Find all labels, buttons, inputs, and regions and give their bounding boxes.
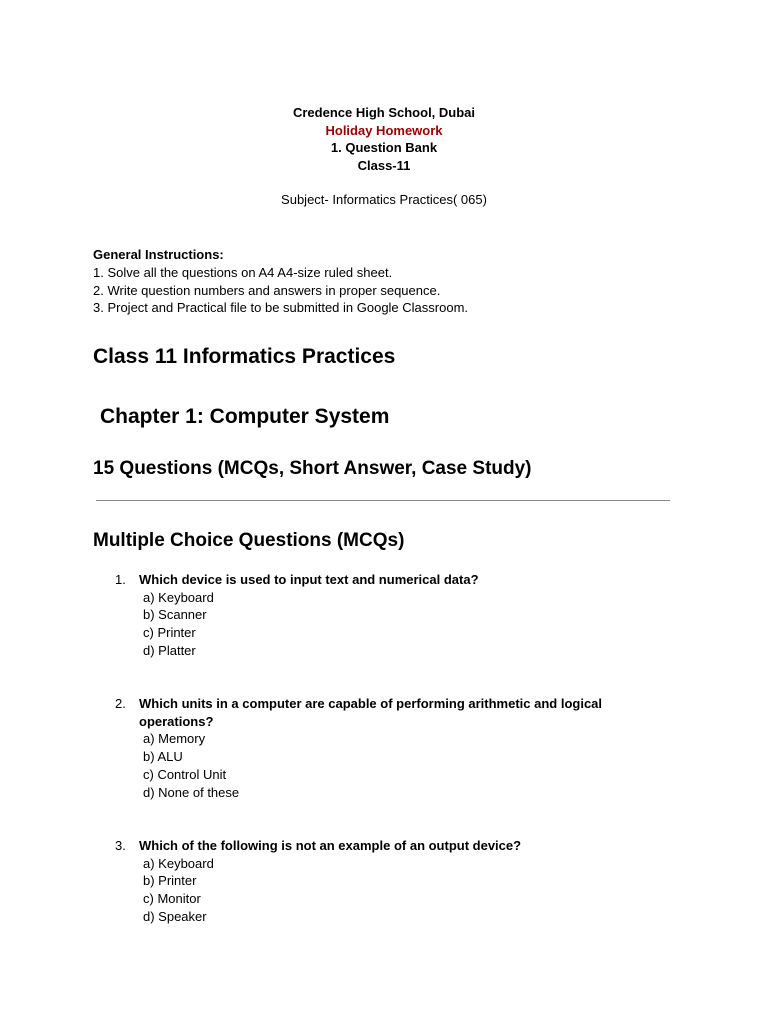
- horizontal-divider: [96, 500, 670, 501]
- option-list: [143, 589, 659, 660]
- homework-title: Holiday Homework: [325, 122, 443, 138]
- option: b) Printer: [143, 873, 197, 889]
- class-label: Class-11: [357, 157, 411, 173]
- option-list: [143, 855, 659, 926]
- question-item: [115, 695, 659, 801]
- instructions-title: General Instructions:: [93, 247, 224, 262]
- option: b) ALU: [143, 749, 183, 765]
- course-heading: Class 11 Informatics Practices: [93, 345, 396, 368]
- question-text: Which of the following is not an example of an output device?: [139, 838, 522, 853]
- question-text: Which units in a computer are capable of performing arithmetic and logical operations?: [139, 696, 603, 729]
- instruction-item: 1. Solve all the questions on A4 A4-size ruled sheet.: [93, 264, 393, 280]
- option: d) None of these: [143, 784, 240, 800]
- instruction-item: 2. Write question numbers and answers in proper sequence.: [93, 282, 441, 298]
- question-number: 3.: [115, 838, 126, 853]
- option: b) Scanner: [143, 607, 207, 623]
- option: c) Control Unit: [143, 766, 227, 782]
- question-item: [115, 837, 659, 926]
- option: c) Monitor: [143, 891, 201, 907]
- option: a) Keyboard: [143, 855, 214, 871]
- option: c) Printer: [143, 625, 196, 641]
- question-item: [115, 571, 659, 660]
- option: d) Speaker: [143, 908, 207, 924]
- subject-line: Subject- Informatics Practices( 065): [281, 192, 487, 207]
- option-list: [143, 730, 659, 801]
- question-number: 2.: [115, 696, 126, 711]
- instruction-item: 3. Project and Practical file to be submitted in Google Classroom.: [93, 300, 469, 316]
- question-bank-label: 1. Question Bank: [330, 140, 438, 155]
- mcq-heading: Multiple Choice Questions (MCQs): [93, 530, 405, 551]
- question-text: Which device is used to input text and numerical data?: [139, 572, 479, 587]
- option: d) Platter: [143, 642, 196, 658]
- document-header: [0, 104, 768, 174]
- school-name: Credence High School, Dubai: [292, 105, 476, 120]
- question-count-heading: 15 Questions (MCQs, Short Answer, Case Study): [93, 458, 532, 479]
- option: a) Keyboard: [143, 589, 214, 605]
- option: a) Memory: [143, 731, 206, 747]
- general-instructions: [93, 246, 468, 317]
- question-number: 1.: [115, 572, 126, 587]
- chapter-heading: Chapter 1: Computer System: [100, 405, 390, 428]
